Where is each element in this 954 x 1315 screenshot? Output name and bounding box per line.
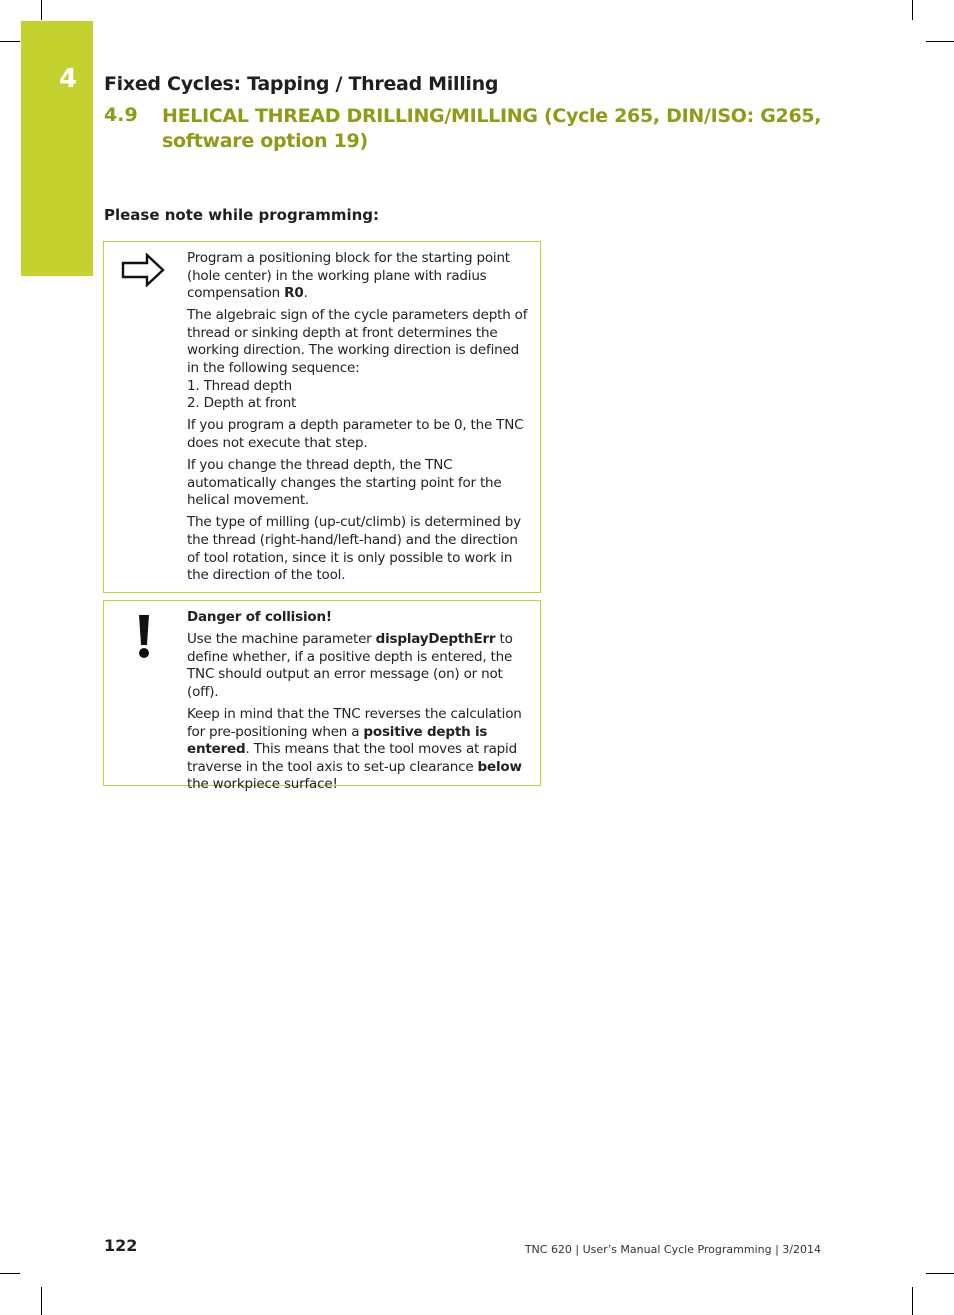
exclamation-icon (136, 613, 152, 659)
chapter-number: 4 (58, 64, 78, 94)
info-note (103, 241, 541, 593)
info-note-body (187, 242, 540, 595)
crop-mark (41, 1287, 42, 1315)
note-gutter (104, 601, 186, 785)
crop-mark (912, 1287, 913, 1315)
info-paragraph-3: If you program a depth parameter to be 0, the TNC does not execute that step. (187, 417, 524, 451)
crop-mark (912, 0, 913, 20)
page-number: 122 (104, 1236, 138, 1255)
info-paragraph-4: If you change the thread depth, the TNC automatically changes the starting point for the helical movement. (187, 457, 502, 509)
crop-mark (0, 1273, 20, 1274)
arrow-right-icon (121, 253, 167, 287)
warning-paragraph-2: Keep in mind that the TNC reverses the calculation for pre-positioning when a positive depth is entered. This means that the tool moves at rapid traverse in the tool axis to set-up clearance below the workpiece surface! (187, 705, 522, 793)
info-paragraph-5: The type of milling (up-cut/climb) is determined by the thread (right-hand/left-hand) and the direction of tool rotation, since it is only possible to work in the direction of the tool. (187, 514, 521, 584)
warning-title: Danger of collision! (187, 609, 332, 625)
section-number: 4.9 (104, 104, 138, 126)
subheading: Please note while programming: (104, 206, 380, 224)
crop-mark (926, 1273, 954, 1274)
footer-text: TNC 620 | User’s Manual Cycle Programming | 3/2014 (524, 1243, 821, 1256)
crop-mark (0, 41, 20, 42)
info-paragraph-2: The algebraic sign of the cycle parameters depth of thread or sinking depth at front determines the working direction. The working direction is defined in the following sequence: 1. Thread depth 2. Depth at front (187, 307, 528, 412)
warning-note-body (187, 601, 540, 804)
crop-mark (41, 0, 42, 20)
note-gutter (104, 242, 186, 592)
crop-mark (926, 41, 954, 42)
section-title: HELICAL THREAD DRILLING/MILLING (Cycle 265, DIN/ISO: G265, software option 19) (162, 105, 822, 152)
warning-note (103, 600, 541, 793)
chapter-title: Fixed Cycles: Tapping / Thread Milling (104, 73, 499, 95)
warning-paragraph-1: Use the machine parameter displayDepthErr to define whether, if a positive depth is entered, the TNC should output an error message (on) or not (off). (187, 631, 513, 700)
info-paragraph-1: Program a positioning block for the starting point (hole center) in the working plane with radius compensation R0. (187, 250, 510, 302)
chapter-tab (21, 21, 93, 276)
